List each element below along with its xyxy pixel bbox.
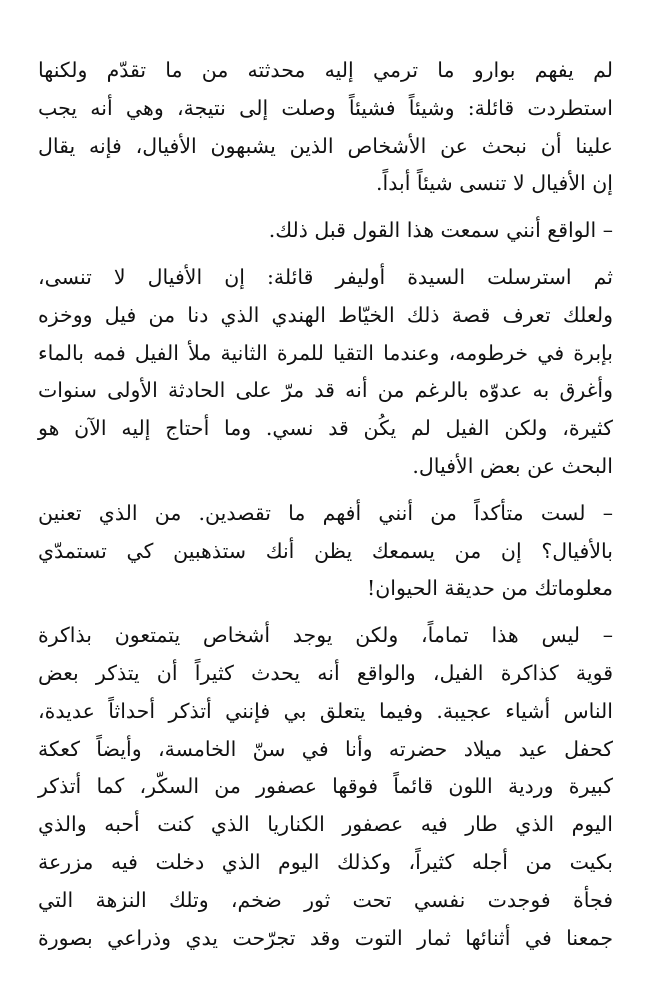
- text-line: فجأة فوجدت نفسي تحت ثور ضخم، وتلك النزهة التي: [38, 887, 613, 912]
- text-line: – لست متأكداً من أنني أفهم ما تقصدين. من الذي تعنين: [38, 500, 613, 525]
- text-line: كبيرة وردية اللون قائماً فوقها عصفور من السكّر، كما أتذكر: [38, 774, 613, 799]
- text-line: لم يفهم بوارو ما ترمي إليه محدثته من ما تقدّم ولكنها: [38, 58, 613, 82]
- text-line: وأغرق به عدوّه بالرغم من أنه قد مرّ على الحادثة الأولى سنوات: [38, 378, 613, 403]
- text-line: علينا أن نبحث عن الأشخاص الذين يشبهون الأفيال، فإنه يقال: [38, 133, 613, 158]
- text-line: – الواقع أنني سمعت هذا القول قبل ذلك.: [268, 218, 613, 243]
- text-line: – ليس هذا تماماً، ولكن يوجد أشخاص يتمتعون بذاكرة: [38, 623, 613, 648]
- page-text: [38, 52, 613, 957]
- text-line: اليوم الذي طار فيه عصفور الكناريا الذي كنت أحبه والذي: [38, 812, 613, 837]
- paragraph-2: [38, 212, 613, 250]
- paragraph-5: [38, 617, 613, 957]
- paragraph-4: [38, 495, 613, 608]
- text-line: ولعلك تعرف قصة ذلك الخيّاط الهندي الذي دنا من فيل ووخزه: [38, 302, 613, 327]
- text-line: بإبرة في خرطومه، وعندما التقيا للمرة الثانية ملأ الفيل فمه بالماء: [38, 340, 613, 365]
- text-line: بكيت من أجله كثيراً، وكذلك اليوم الذي دخلت فيه مزرعة: [38, 849, 613, 874]
- paragraph-1: [38, 52, 613, 203]
- text-line: كثيرة، ولكن الفيل لم يكُن قد نسي. وما أحتاج إليه الآن هو: [38, 416, 613, 441]
- text-line: جمعنا في أثنائها ثمار التوت وقد تجرّحت يدي وذراعي بصورة: [38, 925, 613, 950]
- text-line: ثم استرسلت السيدة أوليفر قائلة: إن الأفيال لا تنسى،: [38, 264, 613, 289]
- text-line: استطردت قائلة: وشيئاً فشيئاً وصلت إلى نتيجة، وهي أنه يجب: [38, 95, 613, 120]
- text-line: بالأفيال؟ إن من يسمعك يظن أنك ستذهبين كي تستمدّي: [38, 538, 613, 563]
- text-line: معلوماتك من حديقة الحيوان!: [366, 576, 613, 601]
- paragraph-3: [38, 259, 613, 486]
- text-line: البحث عن بعض الأفيال.: [412, 453, 613, 478]
- text-line: الناس أشياء عجيبة. وفيما يتعلق بي فإنني أتذكر أحداثاً عديدة،: [38, 698, 613, 723]
- text-line: إن الأفيال لا تنسى شيئاً أبداً.: [376, 171, 613, 196]
- text-line: كحفل عيد ميلاد حضرته وأنا في سنّ الخامسة، وأيضاً كعكة: [38, 736, 613, 761]
- text-line: قوية كذاكرة الفيل، والواقع أنه يحدث كثيراً أن يتذكر بعض: [38, 660, 613, 685]
